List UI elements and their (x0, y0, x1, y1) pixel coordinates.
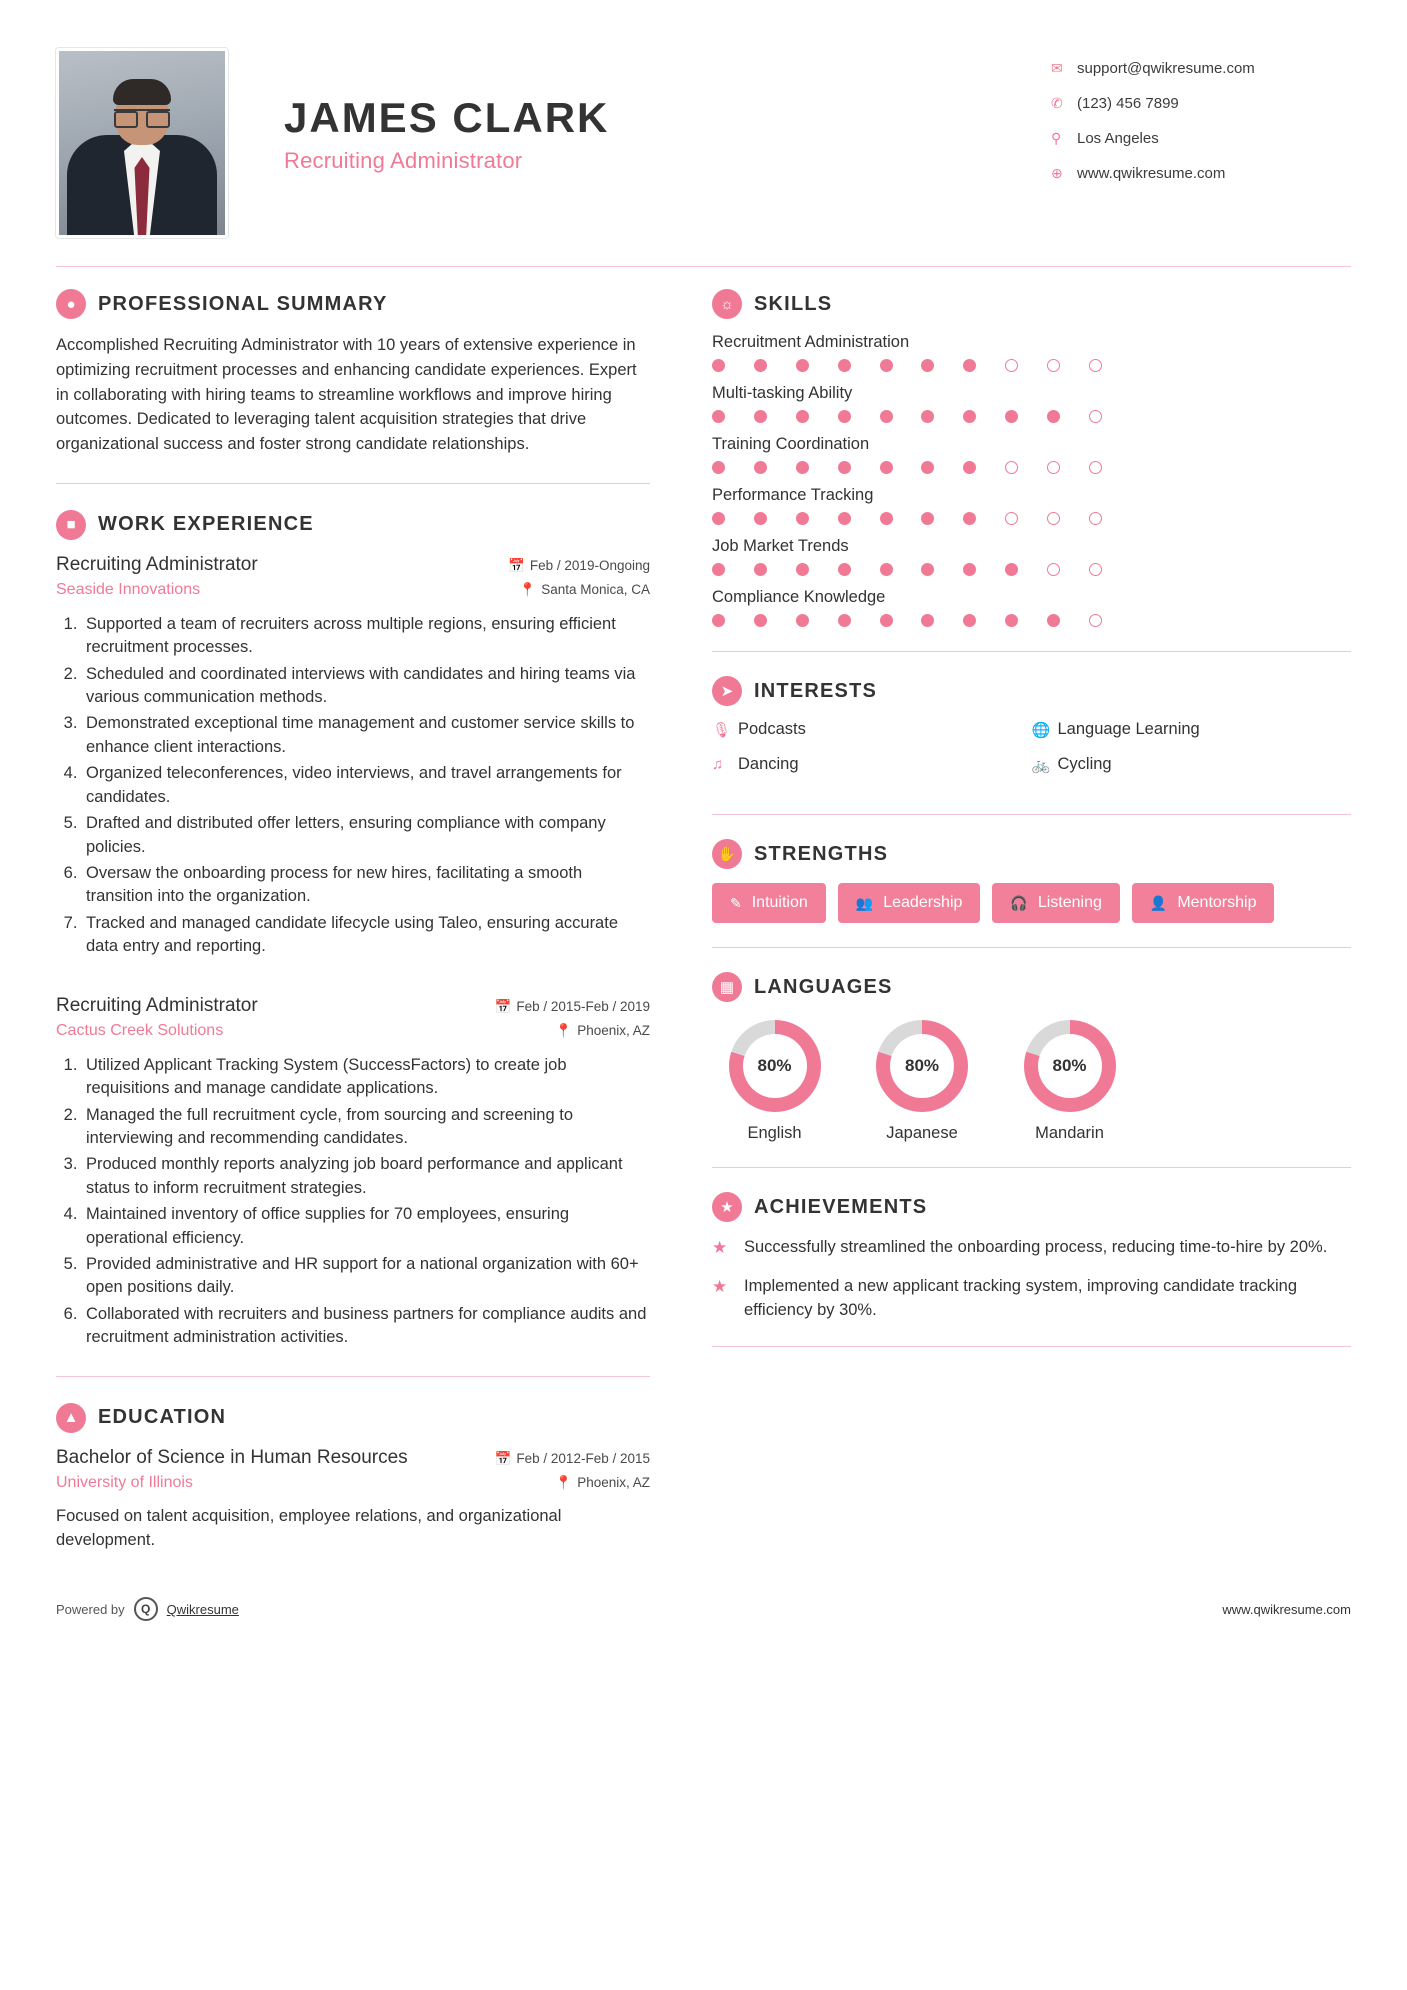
skill-dot (838, 410, 851, 423)
list-item: 1. Utilized Applicant Tracking System (SuccessFactors) to create job requisitions and manage candidate applications. (82, 1054, 650, 1101)
strength-chip (712, 883, 826, 923)
language-globe-icon: 🌐 (1031, 721, 1051, 739)
calendar-icon: 📅 (494, 998, 512, 1014)
skill-label: Multi-tasking Ability (712, 384, 853, 402)
section-header-interests (712, 676, 1351, 706)
list-item: 4. Organized teleconferences, video interviews, and travel arrangements for candidates. (82, 762, 650, 809)
strength-label: Listening (1037, 894, 1102, 911)
strengths-list (712, 883, 1351, 923)
language-label: English (747, 1124, 802, 1142)
achievement-item (712, 1275, 1351, 1322)
resume-header (56, 38, 1351, 238)
skill-dot (921, 512, 934, 525)
skill-dot (796, 359, 809, 372)
star-icon: ★ (712, 1277, 728, 1297)
skill-item (712, 588, 1351, 627)
skill-dot (921, 563, 934, 576)
skill-dot (1005, 410, 1018, 423)
powered-by (56, 1597, 239, 1621)
music-note-icon: ♫ (712, 756, 724, 773)
calendar-icon: 📅 (494, 1450, 512, 1466)
section-title-strengths: STRENGTHS (754, 842, 889, 865)
section-header-languages (712, 972, 1351, 1002)
skill-dot (1047, 563, 1060, 576)
experience-item-top (56, 995, 650, 1017)
section-header-achievements (712, 1192, 1351, 1222)
skill-dot (838, 461, 851, 474)
list-item: 7. Tracked and managed candidate lifecycle using Taleo, ensuring accurate data entry and reporting. (82, 912, 650, 959)
skill-dot (880, 512, 893, 525)
skill-dot (880, 359, 893, 372)
language-item (1007, 1016, 1132, 1143)
skill-dot (712, 359, 725, 372)
strength-label: Mentorship (1177, 894, 1257, 911)
education-school: University of Illinois (56, 1473, 193, 1491)
achievement-text: Successfully streamlined the onboarding process, reducing time-to-hire by 20%. (744, 1238, 1328, 1256)
star-icon: ★ (712, 1238, 728, 1257)
skill-dot (963, 359, 976, 372)
skill-label: Recruitment Administration (712, 333, 910, 351)
strength-label: Leadership (883, 894, 963, 911)
avatar (56, 48, 228, 238)
location-pin-icon: 📍 (555, 1474, 573, 1490)
skill-dot (754, 461, 767, 474)
section-header-summary (56, 289, 650, 319)
skill-dot (921, 410, 934, 423)
skill-item (712, 435, 1351, 474)
skill-dot (712, 563, 725, 576)
experience-dates-value: Feb / 2015-Feb / 2019 (516, 998, 650, 1014)
skill-rating (712, 359, 1102, 372)
skill-dot (712, 410, 725, 423)
experience-location-value: Santa Monica, CA (541, 581, 650, 597)
raised-hand-icon: ✋ (712, 839, 742, 869)
experience-dates-value: Feb / 2019-Ongoing (529, 557, 650, 573)
location-pin-icon: 📍 (519, 581, 537, 597)
experience-item (56, 554, 650, 959)
qwikresume-logo-icon: Q (134, 1597, 158, 1621)
list-item: 2. Managed the full recruitment cycle, from sourcing and screening to interviewing and recommending candidates. (82, 1104, 650, 1151)
skill-dot (838, 512, 851, 525)
language-progress-ring (1024, 1020, 1116, 1112)
page-footer (56, 1585, 1351, 1621)
pencil-icon: ✎ (730, 894, 742, 911)
paper-plane-icon: ➤ (712, 676, 742, 706)
skill-dot (1047, 512, 1060, 525)
skill-dot (796, 512, 809, 525)
spacer (56, 965, 650, 995)
location-pin-icon: ⚲ (1051, 130, 1062, 146)
language-progress-ring (729, 1020, 821, 1112)
list-item: 6. Collaborated with recruiters and business partners for compliance audits and recruitment administration activities. (82, 1303, 650, 1350)
skill-dot (1047, 359, 1060, 372)
skill-dot (1005, 461, 1018, 474)
skill-dot (1047, 614, 1060, 627)
skill-item (712, 537, 1351, 576)
skill-dot (754, 614, 767, 627)
experience-item-top (56, 554, 650, 576)
language-card-icon: ▦ (712, 972, 742, 1002)
calendar-icon: 📅 (508, 557, 525, 573)
education-item (56, 1447, 650, 1554)
experience-bullets (82, 1054, 650, 1350)
lightbulb-icon: ☼ (712, 289, 742, 319)
skill-dot (880, 614, 893, 627)
skill-dot (796, 614, 809, 627)
page-title: JAMES CLARK (284, 94, 610, 141)
list-item: 2. Scheduled and coordinated interviews with candidates and hiring teams via various communication methods. (82, 663, 650, 710)
section-title-experience: WORK EXPERIENCE (98, 513, 314, 536)
section-title-interests: INTERESTS (754, 679, 878, 702)
language-percent: 80% (1038, 1034, 1102, 1098)
interests-list (712, 720, 1351, 790)
experience-item-sub (56, 1022, 650, 1040)
experience-location (555, 1023, 650, 1039)
language-percent: 80% (890, 1034, 954, 1098)
skill-dot (754, 359, 767, 372)
contact-location-value: Los Angeles (1077, 130, 1159, 147)
language-item (860, 1016, 985, 1143)
experience-item (56, 995, 650, 1350)
skill-rating (712, 512, 1102, 525)
skill-dot (838, 614, 851, 627)
skill-item (712, 384, 1351, 423)
skill-rating (712, 563, 1102, 576)
section-title-achievements: ACHIEVEMENTS (754, 1195, 928, 1218)
portrait-glasses (114, 109, 170, 123)
skill-dot (1089, 614, 1102, 627)
skill-rating (712, 461, 1102, 474)
microphone-icon: 🎙 (712, 721, 732, 739)
section-title-skills: SKILLS (754, 292, 833, 315)
skill-dot (1089, 461, 1102, 474)
header-divider (56, 266, 1351, 267)
section-header-strengths (712, 839, 1351, 869)
skill-dot (796, 461, 809, 474)
skill-dot (1005, 563, 1018, 576)
people-group-icon: 👥 (855, 894, 874, 911)
list-item: 3. Produced monthly reports analyzing job board performance and applicant status to inform recruitment strategies. (82, 1153, 650, 1200)
experience-dates (495, 999, 650, 1015)
interest-label: Podcasts (738, 720, 806, 738)
skill-dot (963, 461, 976, 474)
bicycle-icon: 🚲 (1031, 756, 1051, 774)
skill-dot (880, 563, 893, 576)
skill-label: Performance Tracking (712, 486, 874, 504)
skill-dot (712, 614, 725, 627)
education-degree: Bachelor of Science in Human Resources (56, 1446, 408, 1468)
section-title-summary: PROFESSIONAL SUMMARY (98, 292, 388, 315)
contact-email-value: support@qwikresume.com (1077, 60, 1255, 77)
interest-label: Cycling (1057, 755, 1112, 773)
skill-rating (712, 410, 1102, 423)
education-location (555, 1475, 650, 1491)
interest-item (712, 720, 1032, 739)
email-icon: ✉ (1051, 60, 1063, 76)
languages-list (712, 1016, 1132, 1143)
skill-dot (796, 410, 809, 423)
graduation-cap-icon: ▲ (56, 1403, 86, 1433)
language-progress-ring (876, 1020, 968, 1112)
right-column (676, 289, 1351, 1559)
section-divider (712, 1346, 1351, 1347)
strength-chip (1132, 883, 1275, 923)
contact-phone (1051, 95, 1351, 112)
skill-dot (1005, 614, 1018, 627)
skill-dot (1047, 410, 1060, 423)
interest-item (712, 755, 1032, 774)
list-item: 3. Demonstrated exceptional time management and customer service skills to enhance client interactions. (82, 712, 650, 759)
interest-item (1032, 755, 1352, 774)
strength-label: Intuition (751, 894, 808, 911)
skill-dot (712, 512, 725, 525)
skill-label: Job Market Trends (712, 537, 849, 555)
skill-dot (754, 512, 767, 525)
skill-dot (880, 410, 893, 423)
experience-job-title: Recruiting Administrator (56, 553, 258, 575)
interest-item (1032, 720, 1352, 739)
skill-dot (754, 410, 767, 423)
list-item: 6. Oversaw the onboarding process for new hires, facilitating a smooth transition into the organization. (82, 862, 650, 909)
section-title-education: EDUCATION (98, 1406, 227, 1429)
globe-icon: ⊕ (1051, 165, 1063, 181)
section-divider (712, 814, 1351, 815)
contact-email (1051, 60, 1351, 77)
skill-dot (1047, 461, 1060, 474)
language-label: Mandarin (1035, 1124, 1104, 1142)
skill-dot (963, 563, 976, 576)
skill-dot (796, 563, 809, 576)
powered-by-label: Powered by (56, 1601, 125, 1617)
achievement-item (712, 1236, 1351, 1259)
section-divider (56, 483, 650, 484)
person-icon: ● (56, 289, 86, 319)
skill-label: Training Coordination (712, 435, 870, 453)
skill-label: Compliance Knowledge (712, 588, 886, 606)
skill-dot (921, 614, 934, 627)
section-divider (712, 651, 1351, 652)
list-item: 5. Provided administrative and HR support for a national organization with 60+ open positions daily. (82, 1253, 650, 1300)
contact-location (1051, 130, 1351, 147)
experience-company: Cactus Creek Solutions (56, 1021, 224, 1039)
qwikresume-link[interactable]: Qwikresume (166, 1601, 239, 1617)
achievement-text: Implemented a new applicant tracking system, improving candidate tracking efficiency by 30%. (744, 1277, 1298, 1319)
education-description: Focused on talent acquisition, employee relations, and organizational development. (56, 1506, 562, 1550)
experience-bullets (82, 613, 650, 959)
skill-dot (963, 614, 976, 627)
section-title-languages: LANGUAGES (754, 975, 893, 998)
skill-dot (754, 563, 767, 576)
experience-company: Seaside Innovations (56, 580, 201, 598)
section-header-education (56, 1403, 650, 1433)
phone-icon: ✆ (1051, 95, 1063, 111)
experience-location (519, 582, 650, 598)
contact-website-value: www.qwikresume.com (1077, 165, 1226, 182)
summary-text: Accomplished Recruiting Administrator with 10 years of extensive experience in optimizing recruitment processes and enhancing candidate experiences. Expert in collaborating with hiring teams to streamline workflows and improve hiring outcomes. Dedicated to leveraging talent acquisition strategies that drive organizational success and foster strong candidate relationships. (56, 336, 637, 453)
language-label: Japanese (886, 1124, 958, 1142)
skill-item (712, 486, 1351, 525)
skill-dot (963, 512, 976, 525)
strength-chip (992, 883, 1119, 923)
left-column (56, 289, 676, 1559)
education-item-sub (56, 1474, 650, 1492)
experience-item-sub (56, 581, 650, 599)
briefcase-icon: ■ (56, 510, 86, 540)
section-divider (712, 1167, 1351, 1168)
strength-chip (838, 883, 981, 923)
skill-dot (921, 461, 934, 474)
education-dates-value: Feb / 2012-Feb / 2015 (516, 1450, 650, 1466)
location-pin-icon: 📍 (555, 1022, 573, 1038)
skill-rating (712, 614, 1102, 627)
language-percent: 80% (743, 1034, 807, 1098)
education-location-value: Phoenix, AZ (577, 1474, 650, 1490)
resume-body (56, 289, 1351, 1559)
education-item-top (56, 1447, 650, 1469)
user-plus-icon: 👤 (1149, 894, 1168, 911)
language-item (712, 1016, 837, 1143)
section-divider (712, 947, 1351, 948)
experience-location-value: Phoenix, AZ (577, 1022, 650, 1038)
skill-dot (880, 461, 893, 474)
list-item: 5. Drafted and distributed offer letters, ensuring compliance with company policies. (82, 812, 650, 859)
skill-dot (838, 359, 851, 372)
contact-list (1051, 48, 1351, 200)
list-item: 4. Maintained inventory of office supplies for 70 employees, ensuring operational efficiency. (82, 1203, 650, 1250)
skill-dot (712, 461, 725, 474)
skill-dot (838, 563, 851, 576)
section-divider (56, 1376, 650, 1377)
headphones-icon: 🎧 (1010, 894, 1028, 911)
skill-dot (963, 410, 976, 423)
portrait-hair (113, 79, 171, 105)
contact-phone-value: (123) 456 7899 (1077, 95, 1179, 112)
section-header-skills (712, 289, 1351, 319)
skill-dot (1089, 512, 1102, 525)
skill-dot (921, 359, 934, 372)
section-header-experience (56, 510, 650, 540)
name-block (228, 48, 1051, 174)
job-role-subtitle: Recruiting Administrator (284, 148, 523, 173)
skill-dot (1089, 563, 1102, 576)
skill-dot (1005, 512, 1018, 525)
skill-item (712, 333, 1351, 372)
interest-label: Language Learning (1057, 720, 1200, 738)
skill-dot (1089, 410, 1102, 423)
experience-dates (508, 558, 650, 574)
list-item: 1. Supported a team of recruiters across multiple regions, ensuring efficient recruitment processes. (82, 613, 650, 660)
contact-website (1051, 165, 1351, 182)
skill-dot (1089, 359, 1102, 372)
interest-label: Dancing (738, 755, 799, 773)
education-dates (495, 1451, 650, 1467)
skill-dot (1005, 359, 1018, 372)
star-badge-icon: ★ (712, 1192, 742, 1222)
footer-url: www.qwikresume.com (1222, 1601, 1351, 1617)
experience-job-title: Recruiting Administrator (56, 994, 258, 1016)
